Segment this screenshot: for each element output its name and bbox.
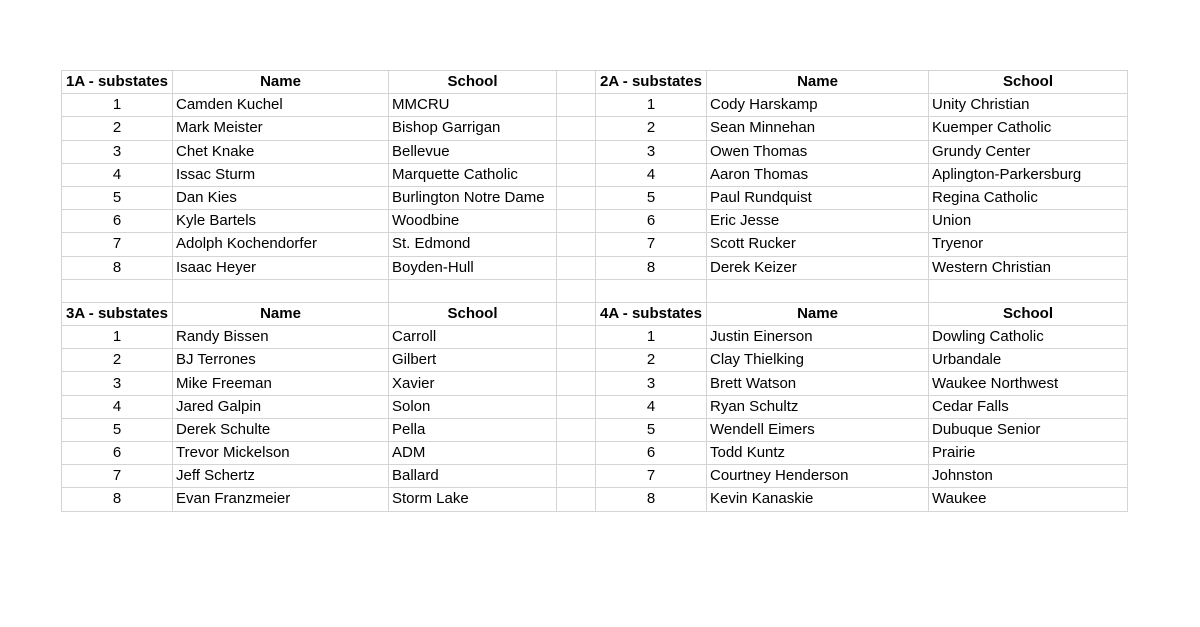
empty-cell[interactable] [389,279,557,302]
rank-cell[interactable]: 8 [596,488,707,511]
empty-cell[interactable] [557,302,596,325]
school-cell[interactable]: Western Christian [929,256,1128,279]
name-cell[interactable]: Issac Sturm [173,163,389,186]
substates-header[interactable]: 4A - substates [596,302,707,325]
name-cell[interactable]: Mark Meister [173,117,389,140]
name-cell[interactable]: Jeff Schertz [173,465,389,488]
name-cell[interactable]: Trevor Mickelson [173,442,389,465]
empty-cell[interactable] [557,372,596,395]
school-cell[interactable]: Waukee Northwest [929,372,1128,395]
rank-cell[interactable]: 7 [596,233,707,256]
empty-cell[interactable] [707,279,929,302]
school-cell[interactable]: Dubuque Senior [929,418,1128,441]
rank-cell[interactable]: 6 [596,210,707,233]
school-cell[interactable]: Prairie [929,442,1128,465]
table-row [62,442,1128,465]
name-header[interactable]: Name [707,302,929,325]
school-cell[interactable]: MMCRU [389,94,557,117]
name-cell[interactable]: Cody Harskamp [707,94,929,117]
name-cell[interactable]: Eric Jesse [707,210,929,233]
school-header[interactable]: School [929,302,1128,325]
empty-cell[interactable] [557,94,596,117]
rank-cell[interactable]: 4 [596,163,707,186]
school-cell[interactable]: Urbandale [929,349,1128,372]
table-row [62,418,1128,441]
school-cell[interactable]: Woodbine [389,210,557,233]
rank-cell[interactable]: 7 [596,465,707,488]
empty-cell[interactable] [557,395,596,418]
name-cell[interactable]: Sean Minnehan [707,117,929,140]
school-cell[interactable]: Regina Catholic [929,186,1128,209]
school-cell[interactable]: Johnston [929,465,1128,488]
rank-cell[interactable]: 4 [596,395,707,418]
name-cell[interactable]: Adolph Kochendorfer [173,233,389,256]
school-cell[interactable]: Burlington Notre Dame [389,186,557,209]
name-cell[interactable]: BJ Terrones [173,349,389,372]
rank-cell[interactable]: 8 [62,256,173,279]
rank-cell[interactable]: 5 [62,186,173,209]
empty-cell[interactable] [557,140,596,163]
rank-cell[interactable]: 8 [596,256,707,279]
rank-cell[interactable]: 1 [596,326,707,349]
empty-cell[interactable] [557,349,596,372]
school-cell[interactable]: Cedar Falls [929,395,1128,418]
spreadsheet-grid [61,70,1128,512]
name-cell[interactable]: Wendell Eimers [707,418,929,441]
rank-cell[interactable]: 7 [62,233,173,256]
school-cell[interactable]: Carroll [389,326,557,349]
name-cell[interactable]: Derek Schulte [173,418,389,441]
school-cell[interactable]: Unity Christian [929,94,1128,117]
substates-header[interactable]: 3A - substates [62,302,173,325]
table-row [62,210,1128,233]
table-row [62,94,1128,117]
table-row [62,488,1128,511]
name-cell[interactable]: Kevin Kanaskie [707,488,929,511]
rank-cell[interactable]: 4 [62,163,173,186]
rank-cell[interactable]: 3 [596,140,707,163]
name-cell[interactable]: Brett Watson [707,372,929,395]
rank-cell[interactable]: 2 [62,117,173,140]
school-cell[interactable]: Gilbert [389,349,557,372]
name-header[interactable]: Name [173,71,389,94]
empty-cell[interactable] [557,210,596,233]
rank-cell[interactable]: 5 [62,418,173,441]
school-header[interactable]: School [389,71,557,94]
empty-cell[interactable] [557,117,596,140]
name-cell[interactable]: Derek Keizer [707,256,929,279]
name-cell[interactable]: Randy Bissen [173,326,389,349]
table-row [62,117,1128,140]
rank-cell[interactable]: 3 [62,372,173,395]
rank-cell[interactable]: 6 [62,442,173,465]
table-row [62,186,1128,209]
name-cell[interactable]: Clay Thielking [707,349,929,372]
rank-cell[interactable]: 5 [596,186,707,209]
school-cell[interactable]: Storm Lake [389,488,557,511]
empty-cell[interactable] [557,186,596,209]
empty-cell[interactable] [596,279,707,302]
table-row [62,395,1128,418]
rank-cell[interactable]: 2 [62,349,173,372]
table-row [62,163,1128,186]
empty-cell[interactable] [557,163,596,186]
rank-cell[interactable]: 1 [596,94,707,117]
school-cell[interactable]: Marquette Catholic [389,163,557,186]
table-row [62,465,1128,488]
empty-cell[interactable] [557,418,596,441]
rank-cell[interactable]: 7 [62,465,173,488]
name-header[interactable]: Name [707,71,929,94]
rank-cell[interactable]: 4 [62,395,173,418]
name-cell[interactable]: Todd Kuntz [707,442,929,465]
rank-cell[interactable]: 3 [62,140,173,163]
rank-cell[interactable]: 5 [596,418,707,441]
empty-cell[interactable] [173,279,389,302]
empty-cell[interactable] [557,71,596,94]
school-cell[interactable]: Grundy Center [929,140,1128,163]
school-cell[interactable]: Ballard [389,465,557,488]
empty-cell[interactable] [557,488,596,511]
school-cell[interactable]: Aplington-Parkersburg [929,163,1128,186]
name-cell[interactable]: Evan Franzmeier [173,488,389,511]
school-cell[interactable]: Union [929,210,1128,233]
name-cell[interactable]: Aaron Thomas [707,163,929,186]
school-header[interactable]: School [389,302,557,325]
table-row [62,233,1128,256]
name-cell[interactable]: Ryan Schultz [707,395,929,418]
name-cell[interactable]: Chet Knake [173,140,389,163]
school-cell[interactable]: Waukee [929,488,1128,511]
empty-cell[interactable] [557,442,596,465]
school-cell[interactable]: Kuemper Catholic [929,117,1128,140]
school-cell[interactable]: Xavier [389,372,557,395]
table-row [62,349,1128,372]
school-cell[interactable]: Bellevue [389,140,557,163]
empty-cell[interactable] [557,279,596,302]
school-header[interactable]: School [929,71,1128,94]
name-cell[interactable]: Mike Freeman [173,372,389,395]
empty-cell[interactable] [62,279,173,302]
name-cell[interactable]: Isaac Heyer [173,256,389,279]
school-cell[interactable]: Dowling Catholic [929,326,1128,349]
school-cell[interactable]: Boyden-Hull [389,256,557,279]
rank-cell[interactable]: 2 [596,117,707,140]
name-cell[interactable]: Dan Kies [173,186,389,209]
school-cell[interactable]: St. Edmond [389,233,557,256]
substates-header[interactable]: 2A - substates [596,71,707,94]
rank-cell[interactable]: 1 [62,326,173,349]
name-cell[interactable]: Kyle Bartels [173,210,389,233]
rank-cell[interactable]: 6 [596,442,707,465]
name-cell[interactable]: Jared Galpin [173,395,389,418]
empty-cell[interactable] [557,465,596,488]
substates-header[interactable]: 1A - substates [62,71,173,94]
table-row [62,372,1128,395]
empty-cell[interactable] [557,326,596,349]
name-cell[interactable]: Justin Einerson [707,326,929,349]
table-row [62,140,1128,163]
name-header[interactable]: Name [173,302,389,325]
empty-cell[interactable] [557,256,596,279]
blank-row [62,279,1128,302]
empty-cell[interactable] [929,279,1128,302]
school-cell[interactable]: Pella [389,418,557,441]
rank-cell[interactable]: 8 [62,488,173,511]
empty-cell[interactable] [557,233,596,256]
rank-cell[interactable]: 3 [596,372,707,395]
bottom-header-row [62,302,1128,325]
name-cell[interactable]: Scott Rucker [707,233,929,256]
name-cell[interactable]: Owen Thomas [707,140,929,163]
top-header-row [62,71,1128,94]
name-cell[interactable]: Paul Rundquist [707,186,929,209]
rank-cell[interactable]: 6 [62,210,173,233]
name-cell[interactable]: Courtney Henderson [707,465,929,488]
school-cell[interactable]: Solon [389,395,557,418]
table-row [62,256,1128,279]
school-cell[interactable]: ADM [389,442,557,465]
table-row [62,326,1128,349]
school-cell[interactable]: Bishop Garrigan [389,117,557,140]
school-cell[interactable]: Tryenor [929,233,1128,256]
rank-cell[interactable]: 2 [596,349,707,372]
rank-cell[interactable]: 1 [62,94,173,117]
name-cell[interactable]: Camden Kuchel [173,94,389,117]
